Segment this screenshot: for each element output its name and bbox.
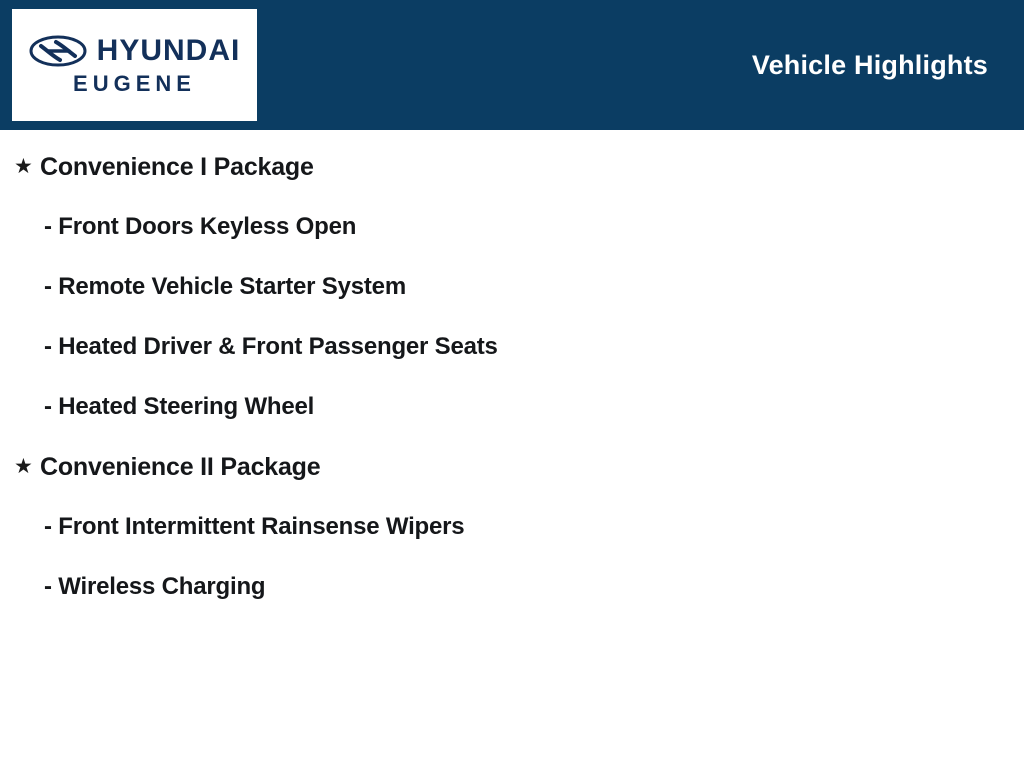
list-item [0,152,1024,182]
feature-text: - Front Intermittent Rainsense Wipers [44,513,465,540]
star-icon: ★ [14,155,33,178]
list-item [0,332,1024,362]
dealer-logo [12,9,257,121]
package-title: Convenience I Package [40,153,314,181]
page-title: Vehicle Highlights [751,49,988,80]
feature-text: - Heated Driver & Front Passenger Seats [44,333,498,360]
feature-text: - Front Doors Keyless Open [44,213,357,240]
star-icon: ★ [14,455,33,478]
highlights-list [0,130,1024,602]
slide-header [0,0,1024,130]
list-item [0,272,1024,302]
list-item [0,572,1024,602]
hyundai-logo-icon [29,35,87,67]
package-title: Convenience II Package [40,453,321,481]
list-item [0,212,1024,242]
list-item [0,392,1024,422]
logo-dealer-text: EUGENE [73,71,196,96]
logo-row [29,35,241,67]
feature-text: - Heated Steering Wheel [44,393,315,420]
feature-text: - Remote Vehicle Starter System [44,273,406,300]
list-item [0,512,1024,542]
list-item [0,452,1024,482]
feature-text: - Wireless Charging [44,573,266,600]
logo-brand-text: HYUNDAI [96,34,241,67]
